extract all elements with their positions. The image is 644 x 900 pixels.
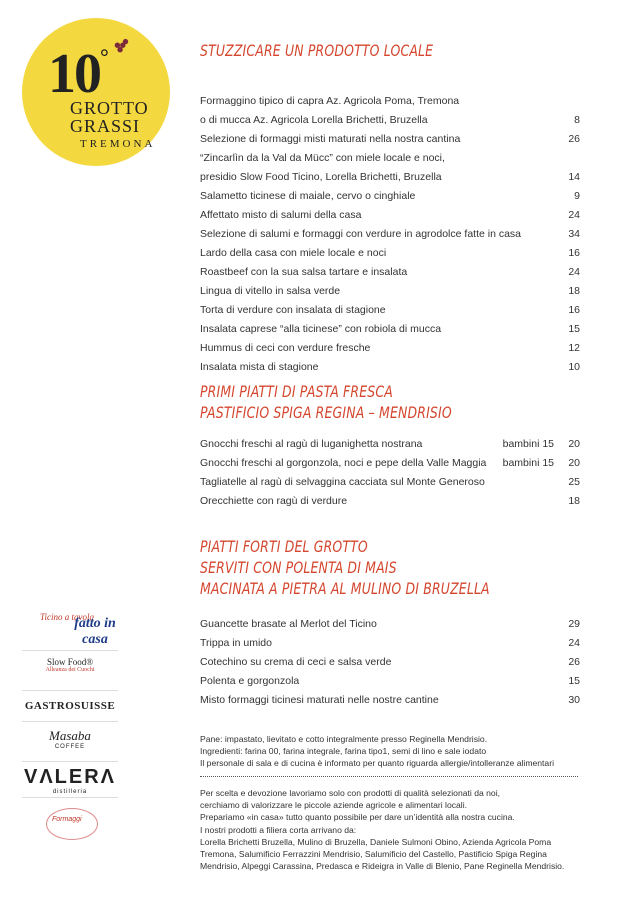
sourcing-notes [200,787,590,872]
note-line: Il personale di sala e di cucina è informato per quanto riguarda allergie/intolleranze alimentari [200,758,554,769]
menu-item [200,656,580,674]
menu-item [200,285,580,303]
menu-item [200,209,580,227]
menu-item-price: 8 [574,114,580,126]
formaggi-logo [22,798,118,848]
menu-item-price: 26 [568,133,580,145]
logo-number: 10° [48,43,107,105]
partner-logos [22,604,118,848]
menu-item [200,152,580,170]
menu-item-desc: Cotechino su crema di ceci e salsa verde [200,656,392,668]
dotted-divider [200,776,578,777]
logo-text: VΛLERΛ [23,766,117,788]
menu-item-desc: Gnocchi freschi al gorgonzola, noci e pepe della Valle Maggia [200,457,487,469]
logo-line3: TREMONA [80,138,156,150]
menu-item-desc: o di mucca Az. Agricola Lorella Brichetti, Bruzella [200,114,428,126]
menu-item-desc: Selezione di formaggi misti maturati nella nostra cantina [200,133,461,145]
menu-item-price: 20 [568,438,580,450]
menu-item-price: 30 [568,694,580,706]
menu-item-desc: Polenta e gorgonzola [200,675,300,687]
menu-item-price: 29 [568,618,580,630]
valera-distilleria-logo [22,762,118,798]
section-title-line: MACINATA A PIETRA AL MULINO DI BRUZELLA [200,579,490,598]
bread-allergy-notes [200,733,590,770]
menu-item [200,114,580,132]
note-line: Ingredienti: farina 00, farina integrale, farina tipo1, semi di lino e sale iodato [200,746,487,757]
menu-item-desc: Misto formaggi ticinesi maturati nelle nostre cantine [200,694,439,706]
menu-item [200,247,580,265]
menu-item [200,266,580,284]
menu-item-desc: Salametto ticinese di maiale, cervo o cinghiale [200,190,416,202]
menu-item-desc: presidio Slow Food Ticino, Lorella Brichetti, Bruzella [200,171,442,183]
menu-item-desc: Trippa in umido [200,637,272,649]
note-line: Per scelta e devozione lavoriamo solo con prodotti di qualità selezionati da noi, [200,788,501,798]
section-title-line: PASTIFICIO SPIGA REGINA – MENDRISIO [200,403,452,422]
section-title-piatti-forti [200,536,490,599]
menu-item-desc: Insalata mista di stagione [200,361,319,373]
menu-item-desc: Selezione di salumi e formaggi con verdure in agrodolce fatte in casa [200,228,522,240]
menu-item [200,476,580,494]
menu-item-price: 34 [568,228,580,240]
note-line: Lorella Brichetti Bruzella, Mulino di Bruzella, Daniele Sulmoni Obino, Azienda Agricola Poma [200,836,552,847]
grape-icon [112,38,130,56]
logo-text: Ticino a tavola [40,612,94,622]
menu-item-price: 10 [568,361,580,373]
menu-item [200,95,580,113]
masaba-coffee-logo [22,722,118,762]
menu-item-price: 20 [568,457,580,469]
menu-item-price: 24 [568,209,580,221]
menu-item-desc: Roastbeef con la sua salsa tartare e insalata [200,266,408,278]
menu-item [200,637,580,655]
menu-item [200,171,580,189]
menu-item [200,190,580,208]
section-title-stuzzicare [200,40,433,61]
slow-food-logo [22,651,118,691]
menu-item-desc: Insalata caprese “alla ticinese” con robiola di mucca [200,323,442,335]
section-title-primi [200,381,452,423]
menu-item [200,675,580,693]
menu-item-price: 26 [568,656,580,668]
menu-item-price: 9 [574,190,580,202]
menu-item-price: 25 [568,476,580,488]
menu-item-price: 14 [568,171,580,183]
menu-item-price: 18 [568,495,580,507]
menu-item [200,438,580,456]
menu-item [200,342,580,360]
logo-line1: GROTTO [70,98,149,118]
menu-item [200,323,580,341]
menu-item [200,618,580,636]
menu-item [200,457,580,475]
menu-item-price: 16 [568,247,580,259]
logo-text: COFFEE [54,744,86,750]
menu-item-desc: Formaggino tipico di capra Az. Agricola Poma, Tremona [200,95,460,107]
menu-item [200,361,580,379]
menu-item-desc: Tagliatelle al ragù di selvaggina cacciata sul Monte Generoso [200,476,485,488]
menu-item-price: 15 [568,323,580,335]
note-line: Prepariamo «in casa» tutto quanto possibile per dare un’identità alla nostra cucina. [200,812,515,823]
menu-item [200,694,580,712]
menu-item-desc: Affettato misto di salumi della casa [200,209,362,221]
menu-item-price: 18 [568,285,580,297]
logo-text: fatto in casa [74,616,116,647]
menu-item [200,133,580,151]
note-line: Tremona, Salumificio Ferrazzini Mendrisio, Salumificio del Castello, Pastificio Spiga Regina [200,849,547,860]
note-line: Pane: impastato, lievitato e cotto integralmente presso Reginella Mendrisio. [200,734,488,744]
menu-item [200,228,580,246]
note-line: I nostri prodotti a filiera corta arrivano da: [200,824,357,835]
menu-item-price: 24 [568,266,580,278]
logo-text: Masaba [49,728,91,743]
menu-item-price: 24 [568,637,580,649]
ticino-a-tavola-logo [22,604,118,651]
menu-item-desc: Gnocchi freschi al ragù di luganighetta nostrana [200,438,423,450]
menu-item [200,495,580,513]
note-line: Mendrisio, Alpeggi Carassina, Predasca e Rideigra in Valle di Blenio, Pane Reginella Mendrisio. [200,861,565,872]
menu-item-kids-price: bambini 15 [502,457,554,469]
menu-item-desc: Orecchiette con ragù di verdure [200,495,348,507]
logo-line2: GRASSI [70,116,141,136]
menu-item-desc: Hummus di ceci con verdure fresche [200,342,371,354]
section-title-line: SERVITI CON POLENTA DI MAIS [200,558,397,577]
menu-item-price: 16 [568,304,580,316]
menu-item-desc: Guancette brasate al Merlot del Ticino [200,618,377,630]
menu-item-price: 15 [568,675,580,687]
note-line: cerchiamo di valorizzare le piccole aziende agricole e alimentari locali. [200,800,468,811]
logo-text: Slow Food® [46,657,94,667]
logo-text: Formaggi [52,816,82,823]
menu-item [200,304,580,322]
section-title-line: PIATTI FORTI DEL GROTTO [200,537,368,556]
menu-item-desc: Torta di verdure con insalata di stagione [200,304,386,316]
restaurant-logo [22,18,170,166]
logo-text: Alleanza dei Cuochi [45,667,95,673]
menu-item-desc: Lardo della casa con miele locale e noci [200,247,387,259]
section-title-line: STUZZICARE UN PRODOTTO LOCALE [200,41,434,60]
menu-item-price: 12 [568,342,580,354]
menu-item-desc: Lingua di vitello in salsa verde [200,285,341,297]
logo-emblem [46,808,98,840]
menu-item-kids-price: bambini 15 [502,438,554,450]
logo-text: distilleria [52,789,88,795]
section-title-line: PRIMI PIATTI DI PASTA FRESCA [200,382,393,401]
menu-item-desc: “Zincarlìn da la Val da Mücc” con miele locale e noci, [200,152,445,164]
gastrosuisse-logo: GASTROSUISSE [22,691,118,722]
